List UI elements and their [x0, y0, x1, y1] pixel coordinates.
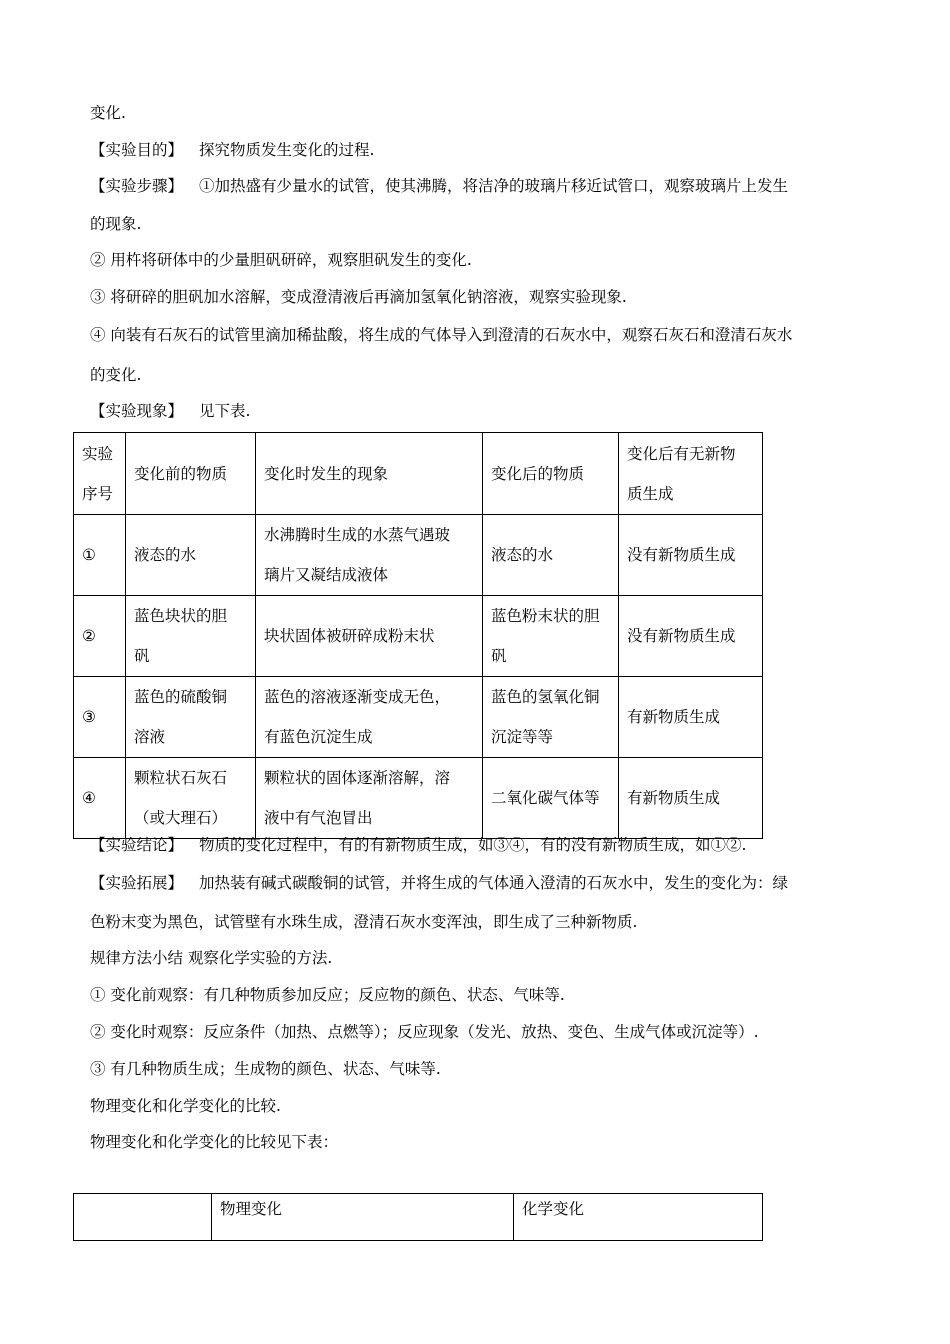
cell-during: 蓝色的溶液逐渐变成无色， 有蓝色沉淀生成 [256, 677, 483, 758]
table-row [74, 515, 763, 596]
text-line: 物理变化和化学变化的比较见下表： [90, 1133, 339, 1151]
experiment-extension [90, 873, 788, 893]
row-number: ④ [74, 758, 126, 839]
section-text: 探究物质发生变化的过程. [199, 141, 375, 159]
method-item: ② 变化时观察：反应条件（加热、点燃等）；反应现象（发光、放热、变色、生成气体或沉淀等）. [90, 1023, 759, 1041]
header-cell [74, 1194, 212, 1241]
section-text: 加热装有碱式碳酸铜的试管，并将生成的气体通入澄清的石灰水中，发生的变化为：绿 [199, 874, 789, 892]
cell-after: 二氧化碳气体等 [483, 758, 619, 839]
section-text: 见下表. [199, 402, 251, 420]
cell-after: 蓝色的氢氧化铜 沉淀等等 [483, 677, 619, 758]
header-text: 质生成 [627, 484, 674, 503]
experiment-phenomenon [90, 401, 250, 421]
cell-result: 有新物质生成 [619, 758, 763, 839]
cell-during: 块状固体被研碎成粉末状 [256, 596, 483, 677]
header-cell: 物理变化 [212, 1194, 514, 1241]
text-line: 的变化. [90, 366, 142, 384]
header-cell: 变化前的物质 [126, 433, 256, 515]
row-number: ③ [74, 677, 126, 758]
cell-result: 没有新物质生成 [619, 596, 763, 677]
header-text: 实验 [82, 444, 114, 463]
section-text: ①加热盛有少量水的试管，使其沸腾，将洁净的玻璃片移近试管口，观察玻璃片上发生 [199, 177, 789, 195]
text-line: 色粉末变为黑色，试管壁有水珠生成，澄清石灰水变浑浊，即生成了三种新物质. [90, 913, 638, 931]
cell-result: 有新物质生成 [619, 677, 763, 758]
step-2: ② 用杵将研体中的少量胆矾研碎，观察胆矾发生的变化. [90, 251, 472, 269]
row-number: ① [74, 515, 126, 596]
experiment-purpose [90, 140, 374, 160]
header-cell [619, 433, 763, 515]
step-4: ④ 向装有石灰石的试管里滴加稀盐酸，将生成的气体导入到澄清的石灰水中，观察石灰石和澄清石灰水 [90, 326, 793, 344]
cell-before: 颗粒状石灰石 （或大理石） [126, 758, 256, 839]
cell-before: 蓝色的硫酸铜 溶液 [126, 677, 256, 758]
header-text: 序号 [82, 484, 114, 503]
cell-during: 颗粒状的固体逐渐溶解，溶 液中有气泡冒出 [256, 758, 483, 839]
table-header-row [74, 433, 763, 515]
table-row [74, 758, 763, 839]
section-tag: 【实验现象】 [90, 402, 184, 420]
header-cell: 变化时发生的现象 [256, 433, 483, 515]
text-line: 变化. [90, 104, 126, 122]
table-row [74, 677, 763, 758]
experiment-steps [90, 176, 788, 196]
header-cell: 化学变化 [514, 1194, 763, 1241]
text-line: 的现象. [90, 215, 142, 233]
comparison-table [73, 1193, 763, 1241]
method-item: ① 变化前观察：有几种物质参加反应；反应物的颜色、状态、气味等. [90, 986, 565, 1004]
header-cell [74, 433, 126, 515]
method-summary: 规律方法小结 观察化学实验的方法. [90, 949, 333, 967]
cell-result: 没有新物质生成 [619, 515, 763, 596]
cell-before: 蓝色块状的胆 矾 [126, 596, 256, 677]
section-tag: 【实验结论】 [90, 836, 184, 854]
table-row [74, 596, 763, 677]
cell-after: 液态的水 [483, 515, 619, 596]
section-text: 物质的变化过程中，有的有新物质生成，如③④，有的没有新物质生成，如①②. [199, 836, 747, 854]
cell-after: 蓝色粉末状的胆 矾 [483, 596, 619, 677]
cell-during: 水沸腾时生成的水蒸气遇玻 璃片又凝结成液体 [256, 515, 483, 596]
step-3: ③ 将研碎的胆矾加水溶解，变成澄清液后再滴加氢氧化钠溶液，观察实验现象. [90, 288, 627, 306]
header-cell: 变化后的物质 [483, 433, 619, 515]
section-tag: 【实验步骤】 [90, 177, 184, 195]
experiment-conclusion [90, 835, 746, 855]
section-tag: 【实验拓展】 [90, 874, 184, 892]
method-item: ③ 有几种物质生成；生成物的颜色、状态、气味等. [90, 1060, 441, 1078]
row-number: ② [74, 596, 126, 677]
cell-before: 液态的水 [126, 515, 256, 596]
section-tag: 【实验目的】 [90, 141, 184, 159]
text-line: 物理变化和化学变化的比较. [90, 1097, 281, 1115]
experiment-table [73, 432, 763, 839]
table-header-row [74, 1194, 763, 1241]
header-text: 变化后有无新物 [627, 444, 736, 463]
